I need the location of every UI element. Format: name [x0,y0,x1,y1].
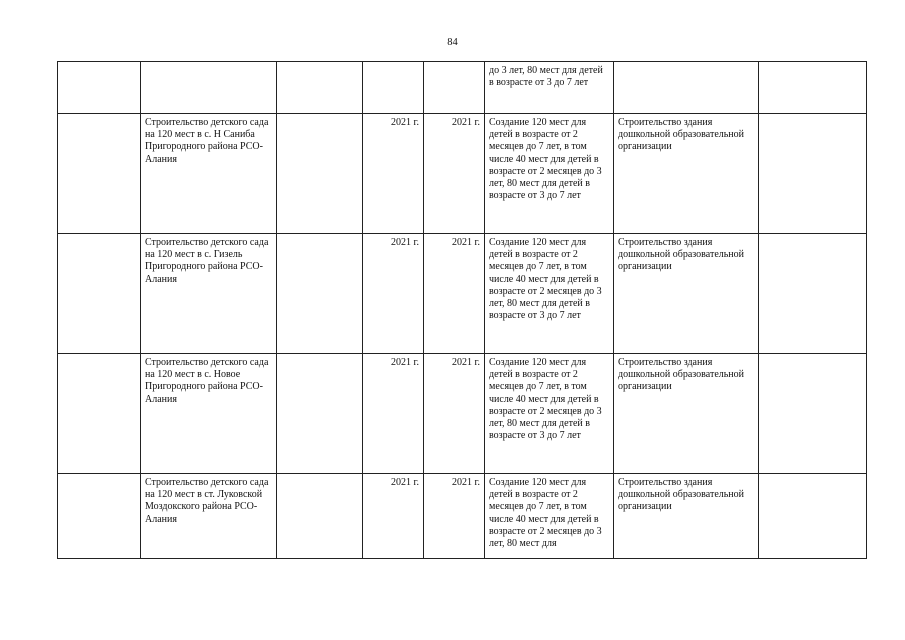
table-cell-empty [277,354,363,474]
table-cell-start-year: 2021 г. [363,114,424,234]
table-row [58,354,867,474]
table-cell-object-name: Строительство детского сада на 120 мест в с. Н Саниба Пригородного района РСО-Алания [141,114,277,234]
table-cell-end-year: 2021 г. [424,234,485,354]
table-cell-object-name: Строительство детского сада на 120 мест в с. Новое Пригородного района РСО-Алания [141,354,277,474]
table-cell-empty [277,234,363,354]
table-row [58,62,867,114]
table-cell-end-year: 2021 г. [424,114,485,234]
table-row [58,234,867,354]
table-cell-end-year: 2021 г. [424,354,485,474]
table-cell-empty [759,474,867,559]
table-cell-empty [277,474,363,559]
program-table [57,61,867,559]
table-cell-start-year: 2021 г. [363,474,424,559]
table-cell-empty [277,114,363,234]
table-cell-start-year: 2021 г. [363,234,424,354]
table-cell-number [58,354,141,474]
table-cell-start-year: 2021 г. [363,354,424,474]
table-cell-result: Создание 120 мест для детей в возрасте от 2 месяцев до 7 лет, в том числе 40 мест для детей в возрасте от 2 месяцев до 3 лет, 80 мест для детей в возрасте от 3 до 7 лет [485,354,614,474]
table-cell-result: Создание 120 мест для детей в возрасте от 2 месяцев до 7 лет, в том числе 40 мест для детей в возрасте от 2 месяцев до 3 лет, 80 мест для детей в возрасте от 3 до 7 лет [485,114,614,234]
table-row [58,474,867,559]
table-cell-end-year: 2021 г. [424,474,485,559]
table-cell-number [58,62,141,114]
table-cell-start-year [363,62,424,114]
table-cell-result: Создание 120 мест для детей в возрасте от 2 месяцев до 7 лет, в том числе 40 мест для детей в возрасте от 2 месяцев до 3 лет, 80 мест для детей в возрасте от 3 до 7 лет [485,234,614,354]
table-row [58,114,867,234]
table-cell-work-type: Строительство здания дошкольной образовательной организации [614,114,759,234]
table-cell-number [58,474,141,559]
table-cell-object-name [141,62,277,114]
table-cell-object-name: Строительство детского сада на 120 мест в ст. Луковской Моздокского района РСО-Алания [141,474,277,559]
table-cell-work-type: Строительство здания дошкольной образовательной организации [614,474,759,559]
table-cell-work-type [614,62,759,114]
table-cell-empty [277,62,363,114]
table-cell-number [58,234,141,354]
table-cell-empty [759,354,867,474]
page-number: 84 [447,37,458,48]
table-cell-empty [759,62,867,114]
table-cell-end-year [424,62,485,114]
table-cell-work-type: Строительство здания дошкольной образовательной организации [614,354,759,474]
table-cell-number [58,114,141,234]
table-cell-result: Создание 120 мест для детей в возрасте от 2 месяцев до 7 лет, в том числе 40 мест для детей в возрасте от 2 месяцев до 3 лет, 80 мест для [485,474,614,559]
table-cell-work-type: Строительство здания дошкольной образовательной организации [614,234,759,354]
table-cell-empty [759,114,867,234]
table-cell-empty [759,234,867,354]
table-cell-result: до 3 лет, 80 мест для детей в возрасте от 3 до 7 лет [485,62,614,114]
table-cell-object-name: Строительство детского сада на 120 мест в с. Гизель Пригородного района РСО-Алания [141,234,277,354]
